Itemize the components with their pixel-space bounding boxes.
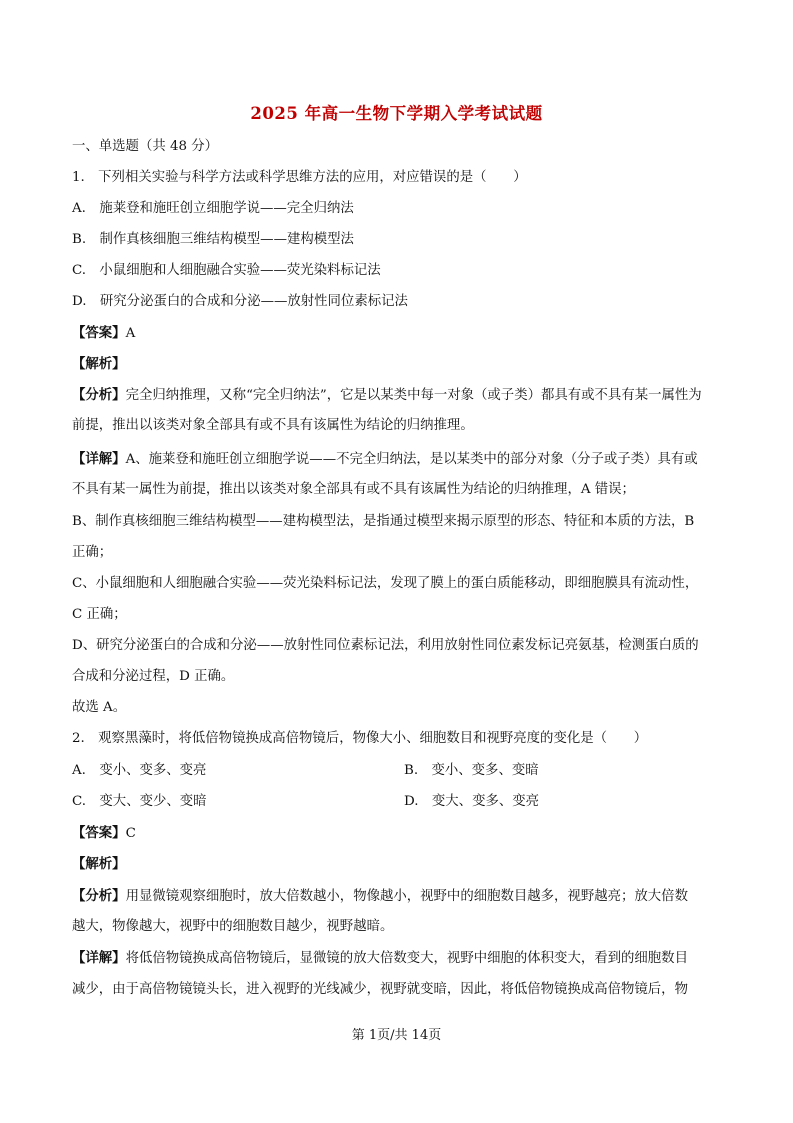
question-1-xiangjie-line7: D、研究分泌蛋白的合成和分泌——放射性同位素标记法，利用放射性同位素发标记亮氨基，检测蛋白质的	[72, 638, 699, 653]
question-1-xiangjie	[72, 449, 698, 470]
analysis-tag: 【解析】	[72, 856, 126, 872]
xiangjie-tag: 【详解】	[72, 950, 126, 966]
question-2-answer	[72, 823, 136, 844]
fenxi-text: 用显微镜观察细胞时，放大倍数越小，物像越小，视野中的细胞数目越多，视野越亮；放大倍数	[125, 889, 688, 904]
question-1-option-b: B. 制作真核细胞三维结构模型——建构模型法	[72, 232, 354, 247]
question-2-analysis-tag	[72, 854, 126, 875]
xiangjie-tag: 【详解】	[72, 451, 126, 467]
question-2-option-c: C. 变大、变少、变暗	[72, 794, 207, 809]
section-heading: 一、单选题（共 48 分）	[72, 139, 219, 154]
fenxi-tag: 【分析】	[72, 888, 126, 904]
question-1-option-a: A. 施莱登和施旺创立细胞学说——完全归纳法	[72, 201, 354, 216]
fenxi-text: 完全归纳推理，又称“完全归纳法”，它是以某类中每一对象（或子类）都具有或不具有某一属性为	[125, 388, 702, 403]
question-2-option-d: D. 变大、变多、变亮	[404, 794, 540, 809]
question-1-xiangjie-line6: C 正确；	[72, 607, 127, 622]
question-1-fenxi-line2: 前提，推出以该类对象全部具有或不具有该属性为结论的归纳推理。	[72, 418, 474, 433]
answer-tag: 【答案】	[72, 325, 126, 341]
question-1-option-c: C. 小鼠细胞和人细胞融合实验——荧光染料标记法	[72, 263, 381, 278]
question-2-fenxi-line2: 越大，物像越大，视野中的细胞数目越少，视野越暗。	[72, 919, 394, 934]
question-2-stem: 2. 观察黑藻时，将低倍物镜换成高倍物镜后，物像大小、细胞数目和视野亮度的变化是（ ）	[72, 731, 648, 746]
answer-value: A	[125, 326, 136, 341]
question-1-conclusion: 故选 A。	[72, 700, 127, 715]
question-1-xiangjie-line2: 不具有某一属性为前提，推出以该类对象全部具有或不具有该属性为结论的归纳推理，A 错误；	[72, 482, 635, 497]
fenxi-tag: 【分析】	[72, 387, 126, 403]
question-1-xiangjie-line3: B、制作真核细胞三维结构模型——建构模型法，是指通过模型来揭示原型的形态、特征和本质的方法，B	[72, 514, 695, 529]
question-1-xiangjie-line4: 正确；	[72, 545, 113, 560]
answer-value: C	[125, 826, 136, 841]
question-2-fenxi	[72, 886, 688, 907]
page-title: 2025 年高一生物下学期入学考试试题	[250, 104, 543, 123]
question-2-option-b: B. 变小、变多、变暗	[404, 763, 539, 778]
question-1-fenxi	[72, 385, 702, 406]
question-1-option-d: D. 研究分泌蛋白的合成和分泌——放射性同位素标记法	[72, 294, 408, 309]
question-1-stem: 1. 下列相关实验与科学方法或科学思维方法的应用，对应错误的是（ ）	[72, 170, 527, 185]
question-1-analysis-tag	[72, 354, 126, 375]
question-1-xiangjie-line5: C、小鼠细胞和人细胞融合实验——荧光染料标记法，发现了膜上的蛋白质能移动，即细胞膜具有流动性，	[72, 576, 699, 591]
page-footer: 第 1页/共 14页	[351, 1028, 442, 1043]
question-1-xiangjie-line8: 合成和分泌过程，D 正确。	[72, 669, 235, 684]
analysis-tag: 【解析】	[72, 356, 126, 372]
question-2-xiangjie-line2: 减少，由于高倍物镜镜头长，进入视野的光线减少，视野就变暗，因此，将低倍物镜换成高倍物镜后，物	[72, 982, 688, 997]
xiangjie-text: 将低倍物镜换成高倍物镜后，显微镜的放大倍数变大，视野中细胞的体积变大，看到的细胞数目	[125, 951, 688, 966]
answer-tag: 【答案】	[72, 825, 126, 841]
question-2-xiangjie	[72, 948, 688, 969]
question-1-answer	[72, 323, 135, 344]
xiangjie-text: A、施莱登和施旺创立细胞学说——不完全归纳法，是以某类中的部分对象（分子或子类）具有或	[125, 452, 698, 467]
question-2-option-a: A. 变小、变多、变亮	[72, 763, 207, 778]
